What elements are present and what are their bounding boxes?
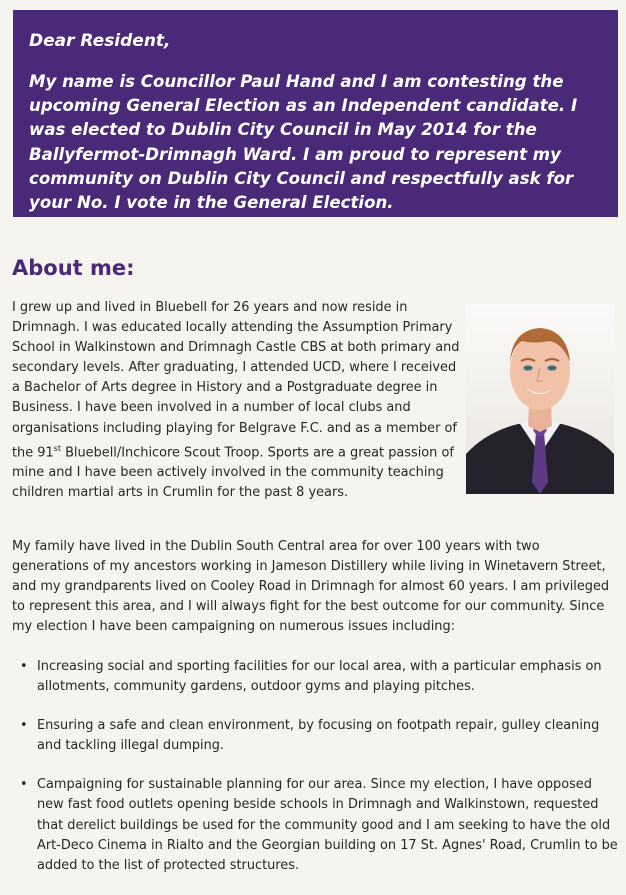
candidate-photo	[466, 304, 614, 494]
candidate-portrait	[466, 304, 614, 494]
about-heading: About me:	[12, 256, 135, 280]
greeting: Dear Resident,	[29, 31, 171, 51]
about-paragraph	[12, 298, 464, 503]
issue-text: Campaigning for sustainable planning for our area. Since my election, I have opposed new fast food outlets opening beside schools in Drimnagh and Walkinstown, requested that derelict buildings be used for the community good and I am seeking to have the old Art-Deco Cinema in Rialto and the Georgian building on 17 St. Agnes' Road, Crumlin to be added to the list of protected structures.	[37, 777, 618, 873]
bullet-icon: •	[20, 718, 28, 734]
history-paragraph: My family have lived in the Dublin South Central area for over 100 years with two generations of my ancestors working in Jameson Distillery while living in Winetavern Street, and my grandparents lived on Cooley Road in Drimnagh for almost 60 years. I am privileged to represent this area, and I will always fight for the best outcome for our community. Since my election I have been campaigning on numerous issues including:	[12, 539, 610, 635]
issue-item-facilities	[20, 657, 618, 697]
bullet-icon: •	[20, 659, 28, 674]
about-paragraph-part-1: I grew up and lived in Bluebell for 26 years and now reside in Drimnagh. I was educated locally attending the Assumption Primary School in Walkinstown and Drimnagh Castle CBS at both primary and secondary levels. After graduating, I attended UCD, where I received a Bachelor of Arts degree in History and a Postgraduate degree in Business. I have been involved in a number of local clubs and organisations including playing for Belgrave F.C. and as a member of the 91	[12, 300, 460, 460]
about-paragraph-part-2: Bluebell/Inchicore Scout Troop. Sports are a great passion of mine and I have been actively involved in the community teaching children martial arts in Crumlin for the past 8 years.	[12, 444, 454, 501]
intro-banner	[13, 10, 618, 217]
issue-item-environment	[20, 716, 618, 756]
ordinal-suffix: st	[53, 443, 61, 453]
bullet-icon: •	[20, 777, 28, 793]
issue-text: Ensuring a safe and clean environment, by focusing on footpath repair, gulley cleaning and tackling illegal dumping.	[37, 718, 600, 754]
issue-text: Increasing social and sporting facilities for our local area, with a particular emphasis on allotments, community gardens, outdoor gyms and playing pitches.	[37, 659, 602, 695]
issue-item-planning	[20, 775, 618, 875]
intro-paragraph: My name is Councillor Paul Hand and I am contesting the upcoming General Election as an Independent candidate. I was elected to Dublin City Council in May 2014 for the Ballyfermot-Drimnagh Ward. I am proud to represent my community on Dublin City Council and respectfully ask for your No. I vote in the General Election.	[29, 72, 578, 213]
issue-list	[20, 657, 618, 895]
